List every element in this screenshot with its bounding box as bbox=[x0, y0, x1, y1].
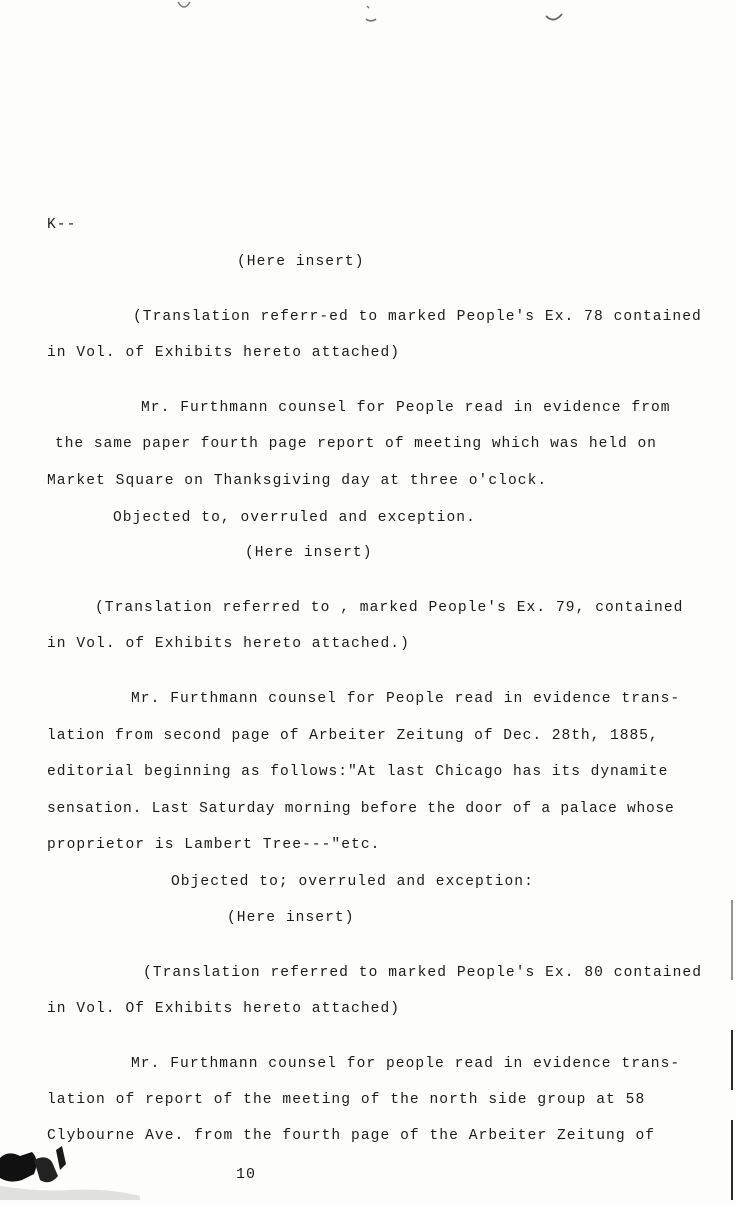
ink-smudge bbox=[0, 1140, 140, 1200]
punch-mark-right bbox=[544, 10, 564, 24]
text-line: Mr. Furthmann counsel for People read in evidence from bbox=[141, 400, 671, 416]
text-line: lation from second page of Arbeiter Zeitung of Dec. 28th, 1885, bbox=[47, 728, 659, 744]
text-line: in Vol. Of Exhibits hereto attached) bbox=[47, 1001, 401, 1017]
text-line: (Translation referr-ed to marked People's Ex. 78 contained bbox=[133, 309, 702, 325]
text-line: Objected to, overruled and exception. bbox=[113, 510, 476, 526]
page-number: 10 bbox=[236, 1166, 257, 1183]
punch-mark-center bbox=[364, 4, 378, 22]
section-label: K-- bbox=[47, 217, 77, 233]
text-line: sensation. Last Saturday morning before the door of a palace whose bbox=[47, 801, 675, 817]
text-line: editorial beginning as follows:"At last Chicago has its dynamite bbox=[47, 764, 669, 780]
text-line: Mr. Furthmann counsel for People read in evidence trans- bbox=[131, 691, 681, 707]
text-line: (Translation referred to , marked People's Ex. 79, contained bbox=[95, 600, 684, 616]
text-line: Objected to; overruled and exception: bbox=[171, 874, 534, 890]
text-line: (Here insert) bbox=[237, 254, 365, 270]
text-line: (Here insert) bbox=[245, 545, 373, 561]
text-line: Clybourne Ave. from the fourth page of the Arbeiter Zeitung of bbox=[47, 1128, 656, 1144]
text-line: lation of report of the meeting of the north side group at 58 bbox=[47, 1092, 646, 1108]
text-line: proprietor is Lambert Tree---"etc. bbox=[47, 837, 381, 853]
text-line: Mr. Furthmann counsel for people read in evidence trans- bbox=[131, 1056, 681, 1072]
scan-edge-line bbox=[731, 1030, 733, 1090]
text-line: Market Square on Thanksgiving day at three o'clock. bbox=[47, 473, 548, 489]
text-line: (Translation referred to marked People's Ex. 80 contained bbox=[143, 965, 703, 981]
scan-edge-line bbox=[731, 1120, 733, 1200]
text-line: the same paper fourth page report of meeting which was held on bbox=[55, 436, 657, 452]
text-line: in Vol. of Exhibits hereto attached.) bbox=[47, 636, 410, 652]
text-line: (Here insert) bbox=[227, 910, 355, 926]
text-line: in Vol. of Exhibits hereto attached) bbox=[47, 345, 401, 361]
punch-mark-left bbox=[176, 0, 192, 14]
scan-edge-line bbox=[731, 900, 733, 980]
